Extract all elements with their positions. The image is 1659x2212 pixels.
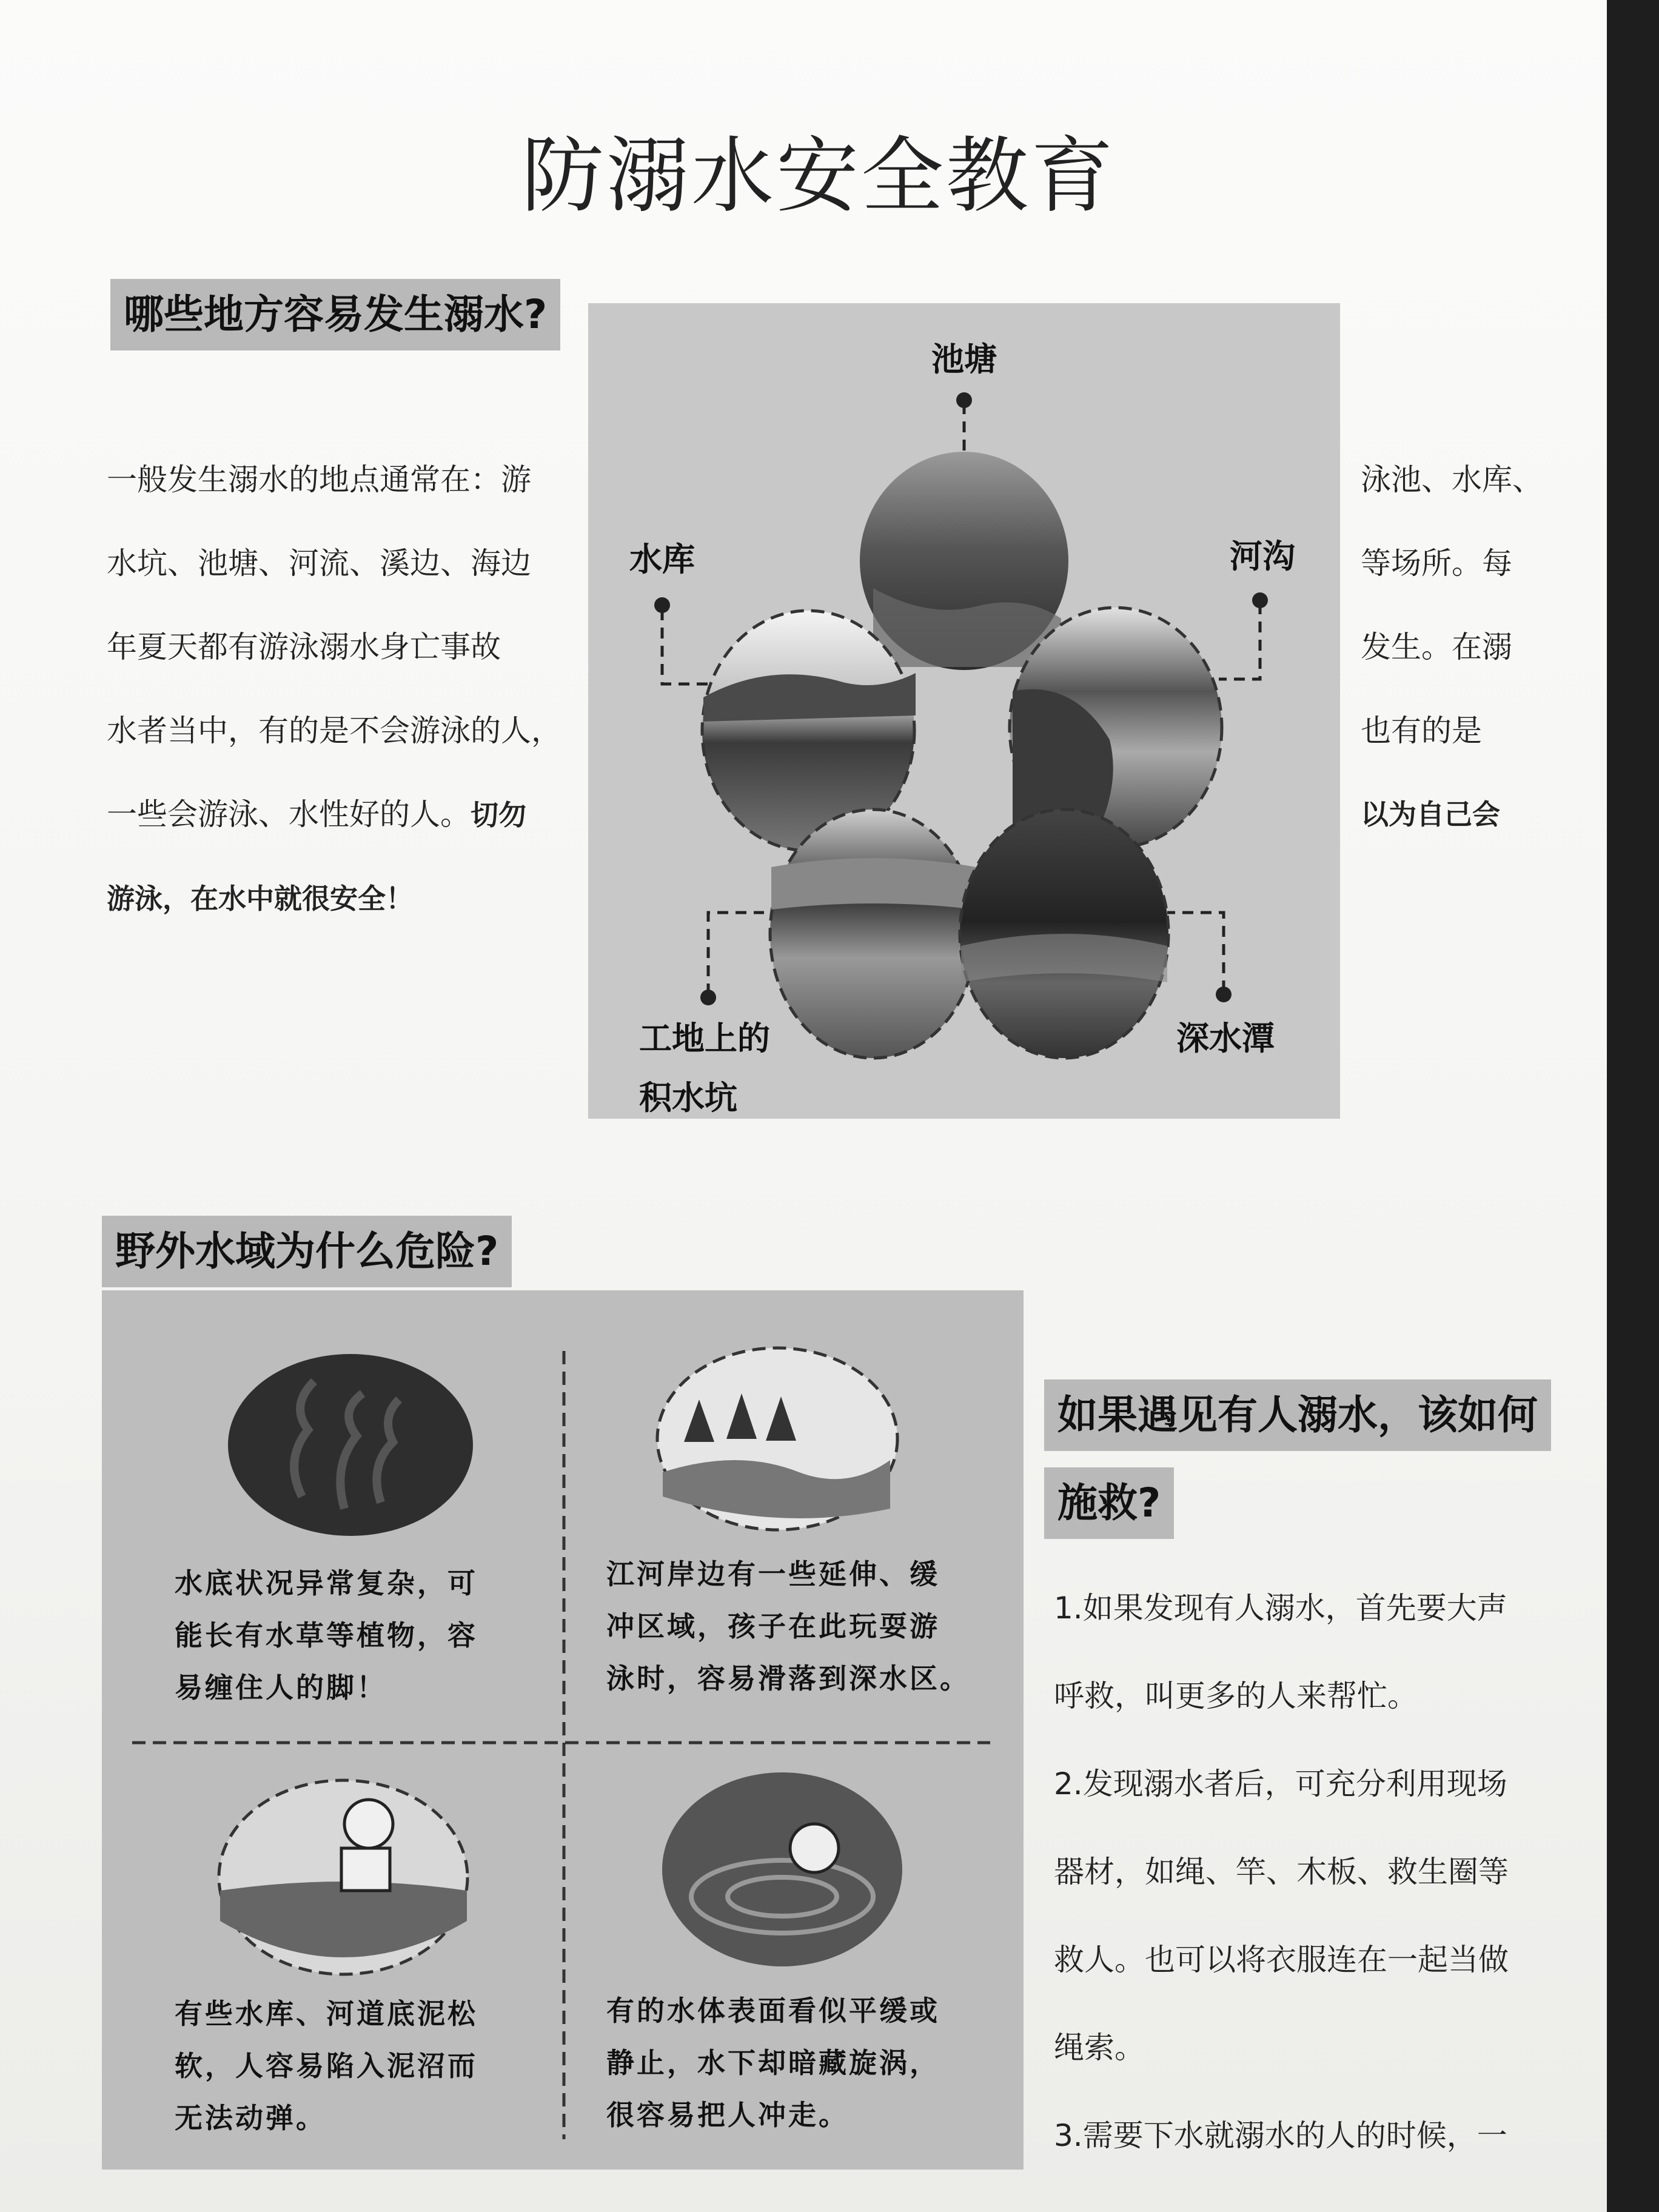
danger-card-1-text: 水底状况异常复杂，可 能长有水草等植物，容 易缠住人的脚！ bbox=[175, 1567, 478, 1704]
rescue-line-7: 3.需要下水就溺水的人的时候，一 bbox=[1054, 2118, 1507, 2153]
pond-photo-icon bbox=[860, 452, 1068, 670]
danger-panel bbox=[102, 1290, 1024, 2170]
page-title: 防溺水安全教育 bbox=[521, 129, 1116, 224]
label-construction-1: 工地上的 bbox=[639, 1019, 770, 1057]
deep-pool-photo-icon bbox=[960, 809, 1168, 1058]
rescue-line-1: 1.如果发现有人溺水，首先要大声 bbox=[1054, 1590, 1507, 1626]
rescue-line-4: 器材，如绳、竿、木板、救生圈等 bbox=[1054, 1854, 1509, 1889]
water-weeds-icon bbox=[228, 1354, 473, 1536]
section1-left-text bbox=[107, 438, 561, 940]
rescue-line-2: 呼救，叫更多的人来帮忙。 bbox=[1054, 1678, 1418, 1714]
left-line-2: 水坑、池塘、河流、溪边、海边 bbox=[107, 546, 531, 581]
section1-right-text bbox=[1361, 438, 1543, 856]
right-line-4: 也有的是 bbox=[1361, 713, 1482, 748]
right-bold-line: 以为自己会 bbox=[1361, 798, 1500, 831]
section2-heading: 野外水域为什么危险? bbox=[102, 1216, 512, 1287]
water-places-graphic bbox=[588, 303, 1340, 1119]
section3-heading-line1: 如果遇见有人溺水，该如何 bbox=[1044, 1379, 1551, 1451]
rescue-line-6: 绳索。 bbox=[1054, 2030, 1145, 2065]
background-edge bbox=[1607, 0, 1659, 2212]
rescue-line-3: 2.发现溺水者后，可充分利用现场 bbox=[1054, 1766, 1507, 1801]
danger-card-4-text: 有的水体表面看似平缓或 静止，水下却暗藏旋涡， 很容易把人冲走。 bbox=[606, 1994, 940, 2131]
danger-card-3-text: 有些水库、河道底泥松 软，人容易陷入泥沼而 无法动弹。 bbox=[175, 1997, 478, 2134]
label-pond: 池塘 bbox=[931, 340, 997, 378]
left-line-1: 一般发生溺水的地点通常在：游 bbox=[107, 462, 531, 497]
section1-heading: 哪些地方容易发生溺水? bbox=[110, 279, 560, 350]
danger-card-2-text: 江河岸边有一些延伸、缓 冲区域，孩子在此玩耍游 泳时，容易滑落到深水区。 bbox=[606, 1558, 970, 1695]
rescue-steps bbox=[1054, 1564, 1509, 2180]
left-line-4: 水者当中，有的是不会游泳的人， bbox=[107, 713, 561, 748]
rescue-line-5: 救人。也可以将衣服连在一起当做 bbox=[1054, 1942, 1509, 1977]
section3-heading-line2: 施救? bbox=[1044, 1467, 1174, 1539]
label-deep-pool: 深水潭 bbox=[1176, 1019, 1275, 1057]
label-reservoir: 水库 bbox=[629, 540, 695, 578]
water-places-panel bbox=[588, 303, 1340, 1119]
left-bold-line: 游泳，在水中就很安全！ bbox=[107, 882, 414, 915]
construction-pit-photo-icon bbox=[770, 809, 976, 1058]
whirlpool-swimmer-icon bbox=[662, 1772, 902, 1966]
left-line-3: 年夏天都有游泳溺水身亡事故 bbox=[107, 629, 501, 665]
mud-sinking-child-icon bbox=[219, 1780, 468, 1974]
right-line-2: 等场所。每 bbox=[1361, 546, 1512, 581]
riverbank-icon bbox=[657, 1348, 897, 1530]
right-line-3: 发生。在溺 bbox=[1361, 629, 1512, 665]
right-line-1: 泳池、水库、 bbox=[1361, 462, 1543, 497]
left-line-5: 一些会游泳、水性好的人。切勿 bbox=[107, 797, 526, 832]
left-bold-tail: 切勿 bbox=[471, 799, 526, 831]
label-construction-2: 积水坑 bbox=[639, 1079, 737, 1117]
label-ditch: 河沟 bbox=[1230, 537, 1295, 575]
